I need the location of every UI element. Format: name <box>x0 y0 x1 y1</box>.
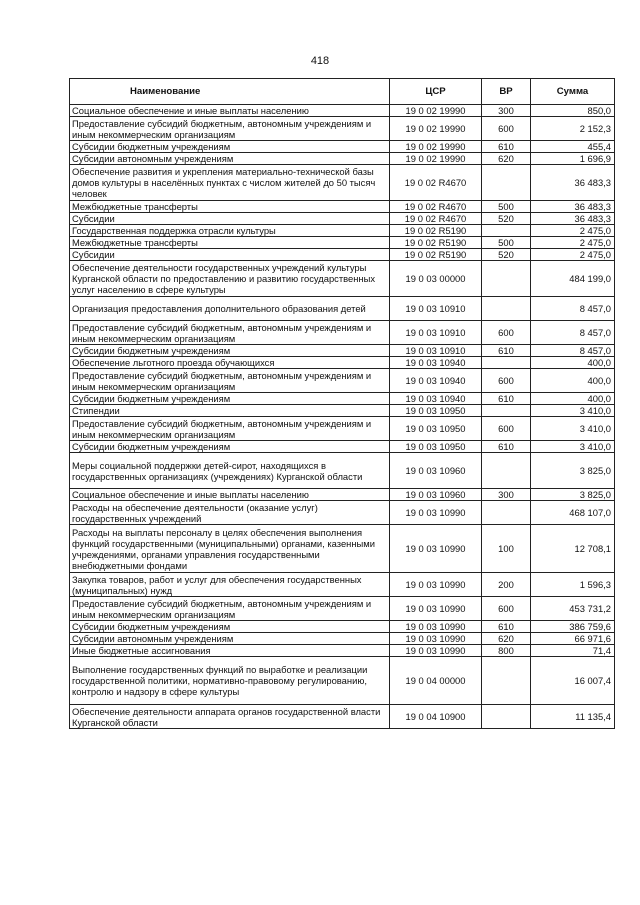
cell-sum: 2 475,0 <box>531 237 615 249</box>
cell-vr <box>482 297 531 321</box>
table-row <box>70 441 615 453</box>
cell-sum: 453 731,2 <box>531 597 615 621</box>
cell-name: Выполнение государственных функций по выработке и реализации государственной политики, нормативно-правовому регулированию, контролю и надзору в сфере культуры <box>70 657 390 705</box>
cell-csr: 19 0 02 R4670 <box>390 213 482 225</box>
cell-sum: 66 971,6 <box>531 633 615 645</box>
cell-vr: 610 <box>482 621 531 633</box>
cell-csr: 19 0 04 00000 <box>390 657 482 705</box>
cell-sum: 3 825,0 <box>531 453 615 489</box>
cell-csr: 19 0 03 10910 <box>390 321 482 345</box>
cell-csr: 19 0 03 10960 <box>390 453 482 489</box>
cell-csr: 19 0 03 10990 <box>390 525 482 573</box>
cell-sum: 11 135,4 <box>531 705 615 729</box>
cell-csr: 19 0 04 10900 <box>390 705 482 729</box>
cell-csr: 19 0 02 R5190 <box>390 249 482 261</box>
cell-name: Обеспечение развития и укрепления материально-технической базы домов культуры в населённых пунктах с числом жителей до 50 тысяч человек <box>70 165 390 201</box>
cell-sum: 400,0 <box>531 369 615 393</box>
cell-sum: 400,0 <box>531 357 615 369</box>
cell-vr <box>482 165 531 201</box>
cell-csr: 19 0 03 10950 <box>390 417 482 441</box>
cell-sum: 3 825,0 <box>531 489 615 501</box>
cell-name: Межбюджетные трансферты <box>70 201 390 213</box>
cell-sum: 36 483,3 <box>531 165 615 201</box>
table-header-row <box>70 79 615 105</box>
header-name: Наименование <box>70 79 390 105</box>
cell-sum: 468 107,0 <box>531 501 615 525</box>
cell-csr: 19 0 03 10950 <box>390 441 482 453</box>
cell-name: Социальное обеспечение и иные выплаты населению <box>70 489 390 501</box>
cell-csr: 19 0 03 10940 <box>390 357 482 369</box>
cell-vr: 300 <box>482 105 531 117</box>
cell-sum: 2 475,0 <box>531 249 615 261</box>
table-row <box>70 501 615 525</box>
cell-vr: 520 <box>482 213 531 225</box>
cell-name: Субсидии <box>70 213 390 225</box>
cell-name: Субсидии бюджетным учреждениям <box>70 621 390 633</box>
table-row <box>70 153 615 165</box>
cell-csr: 19 0 02 R5190 <box>390 225 482 237</box>
cell-vr <box>482 357 531 369</box>
cell-sum: 36 483,3 <box>531 213 615 225</box>
cell-name: Предоставление субсидий бюджетным, автономным учреждениям и иным некоммерческим организациям <box>70 369 390 393</box>
cell-sum: 16 007,4 <box>531 657 615 705</box>
cell-sum: 455,4 <box>531 141 615 153</box>
cell-csr: 19 0 03 10990 <box>390 573 482 597</box>
cell-name: Предоставление субсидий бюджетным, автономным учреждениям и иным некоммерческим организациям <box>70 597 390 621</box>
table-row <box>70 249 615 261</box>
cell-csr: 19 0 02 R5190 <box>390 237 482 249</box>
cell-csr: 19 0 03 10990 <box>390 621 482 633</box>
cell-vr: 610 <box>482 441 531 453</box>
cell-vr <box>482 501 531 525</box>
cell-vr <box>482 225 531 237</box>
table-row <box>70 645 615 657</box>
cell-name: Расходы на обеспечение деятельности (оказание услуг) государственных учреждений <box>70 501 390 525</box>
cell-name: Субсидии бюджетным учреждениям <box>70 345 390 357</box>
table-row <box>70 297 615 321</box>
cell-vr: 600 <box>482 321 531 345</box>
cell-csr: 19 0 03 10990 <box>390 501 482 525</box>
cell-csr: 19 0 03 10990 <box>390 597 482 621</box>
table-row <box>70 225 615 237</box>
table-row <box>70 405 615 417</box>
cell-vr: 600 <box>482 369 531 393</box>
cell-vr: 100 <box>482 525 531 573</box>
cell-name: Обеспечение деятельности государственных учреждений культуры Курганской области по предоставлению и развитию государственных услуг населению в сфере культуры <box>70 261 390 297</box>
table-row <box>70 357 615 369</box>
table-row <box>70 237 615 249</box>
cell-name: Обеспечение льготного проезда обучающихся <box>70 357 390 369</box>
cell-vr: 800 <box>482 645 531 657</box>
cell-sum: 386 759,6 <box>531 621 615 633</box>
cell-name: Организация предоставления дополнительного образования детей <box>70 297 390 321</box>
table-row <box>70 705 615 729</box>
cell-vr: 500 <box>482 201 531 213</box>
budget-table <box>69 78 615 729</box>
table-row <box>70 117 615 141</box>
cell-csr: 19 0 03 10990 <box>390 645 482 657</box>
cell-sum: 3 410,0 <box>531 417 615 441</box>
cell-name: Меры социальной поддержки детей-сирот, находящихся в государственных организациях (учреждениях) Курганской области <box>70 453 390 489</box>
cell-csr: 19 0 03 10990 <box>390 633 482 645</box>
table-row <box>70 369 615 393</box>
header-sum: Сумма <box>531 79 615 105</box>
cell-sum: 8 457,0 <box>531 297 615 321</box>
table-row <box>70 633 615 645</box>
cell-sum: 400,0 <box>531 393 615 405</box>
table-row <box>70 453 615 489</box>
cell-name: Предоставление субсидий бюджетным, автономным учреждениям и иным некоммерческим организациям <box>70 417 390 441</box>
cell-sum: 36 483,3 <box>531 201 615 213</box>
table-row <box>70 213 615 225</box>
cell-csr: 19 0 03 10940 <box>390 393 482 405</box>
cell-name: Субсидии бюджетным учреждениям <box>70 393 390 405</box>
table-row <box>70 261 615 297</box>
cell-vr: 620 <box>482 153 531 165</box>
cell-sum: 2 475,0 <box>531 225 615 237</box>
cell-sum: 2 152,3 <box>531 117 615 141</box>
cell-name: Субсидии бюджетным учреждениям <box>70 441 390 453</box>
cell-vr: 520 <box>482 249 531 261</box>
cell-csr: 19 0 03 10940 <box>390 369 482 393</box>
cell-csr: 19 0 02 19990 <box>390 141 482 153</box>
cell-csr: 19 0 03 10910 <box>390 297 482 321</box>
table-row <box>70 165 615 201</box>
cell-sum: 850,0 <box>531 105 615 117</box>
cell-vr: 500 <box>482 237 531 249</box>
cell-sum: 484 199,0 <box>531 261 615 297</box>
cell-csr: 19 0 03 00000 <box>390 261 482 297</box>
cell-vr <box>482 405 531 417</box>
table-row <box>70 201 615 213</box>
cell-name: Закупка товаров, работ и услуг для обеспечения государственных (муниципальных) нужд <box>70 573 390 597</box>
table-row <box>70 393 615 405</box>
cell-vr: 610 <box>482 393 531 405</box>
cell-name: Предоставление субсидий бюджетным, автономным учреждениям и иным некоммерческим организациям <box>70 117 390 141</box>
page-number: 418 <box>310 55 330 67</box>
table-row <box>70 417 615 441</box>
cell-csr: 19 0 02 19990 <box>390 117 482 141</box>
cell-csr: 19 0 02 19990 <box>390 153 482 165</box>
cell-name: Субсидии автономным учреждениям <box>70 153 390 165</box>
header-vr: ВР <box>482 79 531 105</box>
cell-sum: 1 596,3 <box>531 573 615 597</box>
cell-sum: 71,4 <box>531 645 615 657</box>
cell-sum: 12 708,1 <box>531 525 615 573</box>
cell-name: Предоставление субсидий бюджетным, автономным учреждениям и иным некоммерческим организациям <box>70 321 390 345</box>
cell-csr: 19 0 03 10950 <box>390 405 482 417</box>
cell-sum: 8 457,0 <box>531 345 615 357</box>
cell-vr <box>482 705 531 729</box>
cell-vr: 600 <box>482 597 531 621</box>
table-row <box>70 621 615 633</box>
table-row <box>70 141 615 153</box>
cell-sum: 8 457,0 <box>531 321 615 345</box>
table-body <box>70 105 615 729</box>
table-row <box>70 525 615 573</box>
header-csr: ЦСР <box>390 79 482 105</box>
cell-csr: 19 0 03 10960 <box>390 489 482 501</box>
cell-vr <box>482 453 531 489</box>
cell-sum: 1 696,9 <box>531 153 615 165</box>
cell-vr: 200 <box>482 573 531 597</box>
cell-name: Государственная поддержка отрасли культуры <box>70 225 390 237</box>
cell-vr: 620 <box>482 633 531 645</box>
cell-vr: 600 <box>482 117 531 141</box>
cell-csr: 19 0 02 R4670 <box>390 165 482 201</box>
cell-csr: 19 0 02 19990 <box>390 105 482 117</box>
cell-vr: 610 <box>482 345 531 357</box>
cell-vr: 600 <box>482 417 531 441</box>
cell-sum: 3 410,0 <box>531 405 615 417</box>
cell-csr: 19 0 02 R4670 <box>390 201 482 213</box>
table-row <box>70 105 615 117</box>
cell-vr: 300 <box>482 489 531 501</box>
cell-name: Расходы на выплаты персоналу в целях обеспечения выполнения функций государственными (муниципальными) органами, казенными учреждениями, органами управления государственными внебюджетными фондами <box>70 525 390 573</box>
cell-name: Субсидии автономным учреждениям <box>70 633 390 645</box>
cell-name: Социальное обеспечение и иные выплаты населению <box>70 105 390 117</box>
table-row <box>70 345 615 357</box>
cell-name: Субсидии <box>70 249 390 261</box>
cell-name: Иные бюджетные ассигнования <box>70 645 390 657</box>
table-row <box>70 573 615 597</box>
cell-name: Субсидии бюджетным учреждениям <box>70 141 390 153</box>
cell-name: Обеспечение деятельности аппарата органов государственной власти Курганской области <box>70 705 390 729</box>
table-row <box>70 597 615 621</box>
cell-name: Межбюджетные трансферты <box>70 237 390 249</box>
cell-vr <box>482 261 531 297</box>
cell-sum: 3 410,0 <box>531 441 615 453</box>
cell-csr: 19 0 03 10910 <box>390 345 482 357</box>
table-row <box>70 321 615 345</box>
cell-vr: 610 <box>482 141 531 153</box>
table-row <box>70 657 615 705</box>
cell-vr <box>482 657 531 705</box>
table-row <box>70 489 615 501</box>
cell-name: Стипендии <box>70 405 390 417</box>
